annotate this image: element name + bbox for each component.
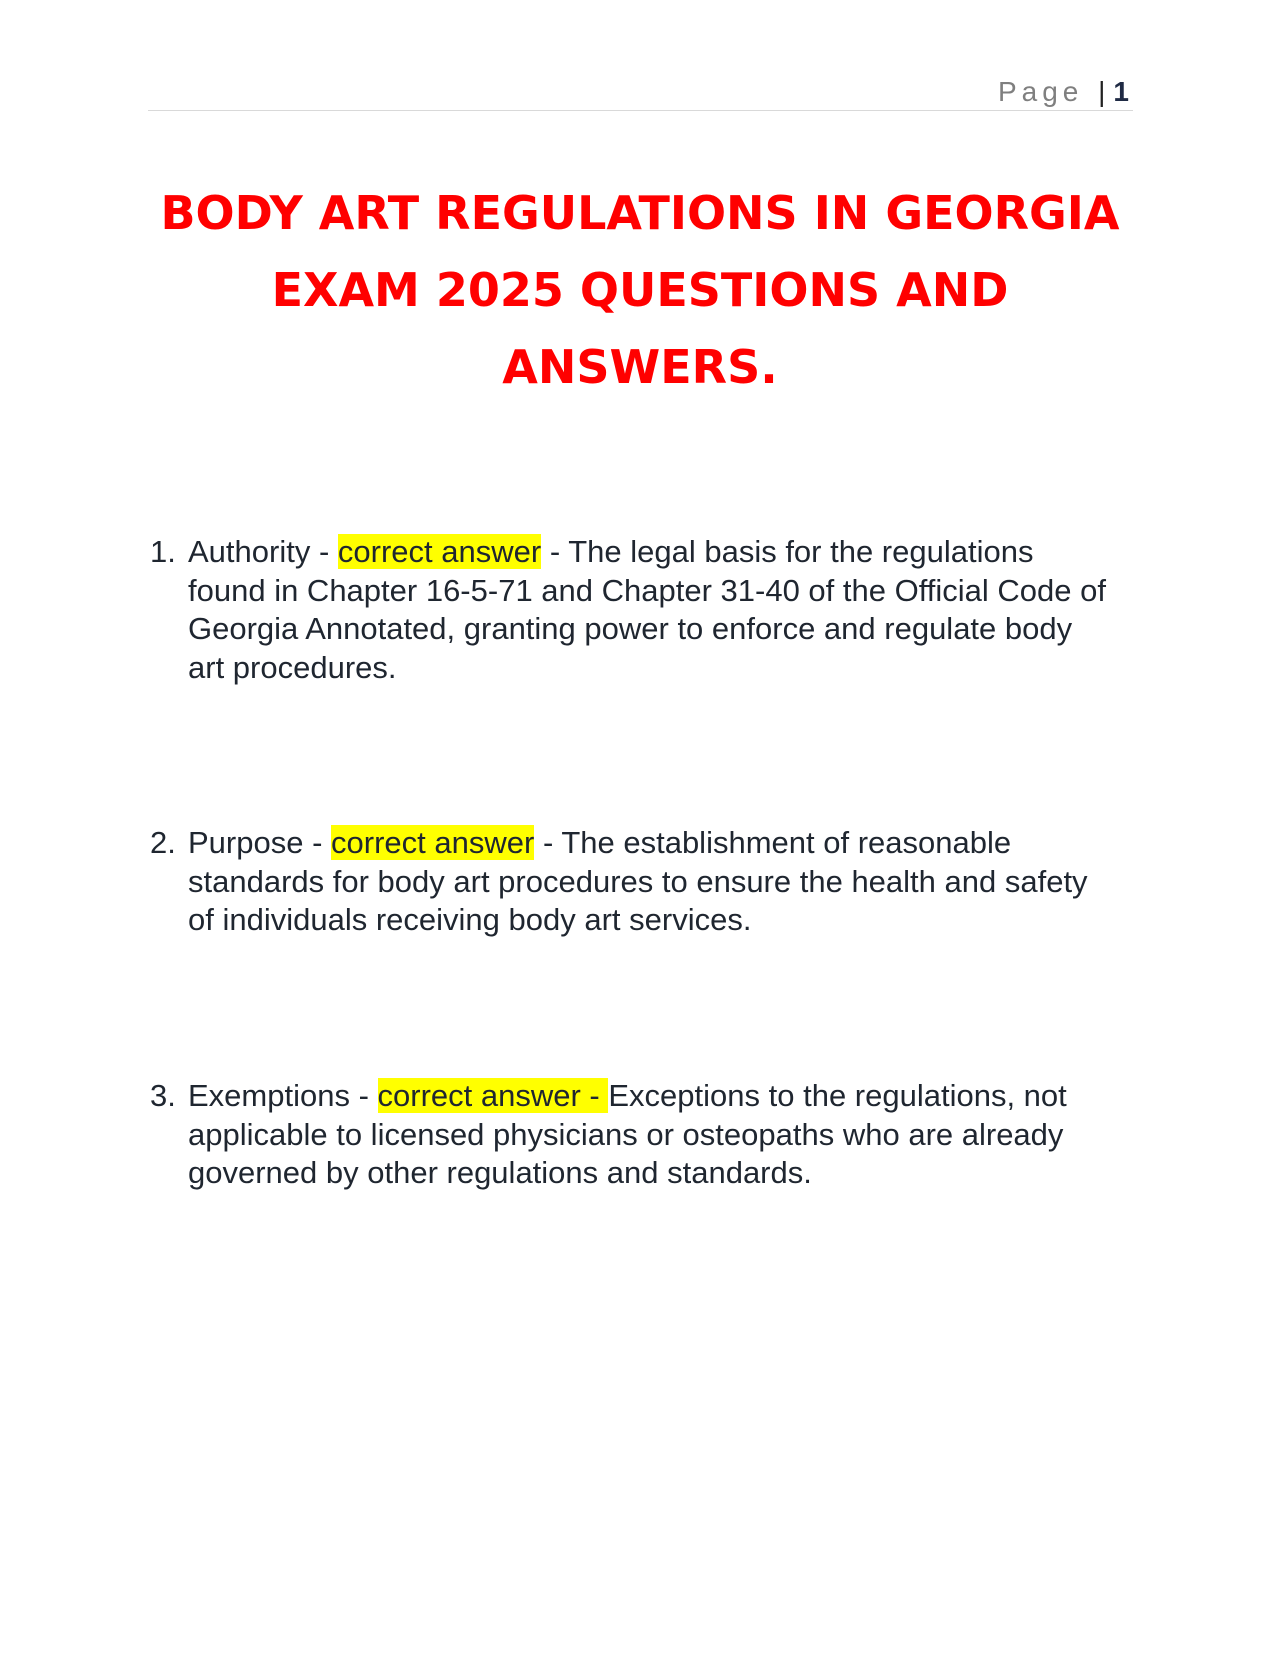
qa-item-text <box>188 533 1108 687</box>
qa-dash: - <box>303 825 332 860</box>
qa-dash: - <box>310 534 338 569</box>
page-header <box>148 72 1133 111</box>
page-label: Page <box>997 76 1084 107</box>
qa-item-number: 3. <box>150 1078 176 1113</box>
qa-answer: - The legal basis for the regulations found in Chapter 16-5-71 and Chapter 31-40 of the Official Code of Georgia Annotated, granting power to enforce and regulate body art procedures. <box>188 534 1106 685</box>
qa-item-text <box>188 824 1108 940</box>
document-title: BODY ART REGULATIONS IN GEORGIA EXAM 2025 QUESTIONS AND ANSWERS. <box>160 186 1120 394</box>
qa-term: Exemptions <box>188 1078 350 1113</box>
qa-item-purpose <box>148 824 1108 940</box>
qa-item-text <box>188 1077 1108 1193</box>
correct-answer-highlight: correct answer <box>337 534 542 569</box>
qa-term: Authority <box>188 534 311 569</box>
page-number: 1 <box>1113 76 1129 107</box>
qa-item-authority <box>148 533 1108 687</box>
qa-item-number: 1. <box>150 534 176 569</box>
qa-item-number: 2. <box>150 825 176 860</box>
qa-answer: - The establishment of reasonable standards for body art procedures to ensure the health and safety of individuals receiving body art services. <box>188 825 1088 937</box>
qa-dash: - <box>349 1078 378 1113</box>
qa-answer: Exceptions to the regulations, not applicable to licensed physicians or osteopaths who are already governed by other regulations and standards. <box>188 1078 1067 1190</box>
correct-answer-highlight: correct answer - <box>377 1078 609 1113</box>
qa-term: Purpose <box>188 825 304 860</box>
page-separator: | <box>1098 76 1106 107</box>
correct-answer-highlight: correct answer <box>331 825 535 860</box>
page-number-indicator <box>998 76 1129 108</box>
qa-item-exemptions <box>148 1077 1108 1193</box>
